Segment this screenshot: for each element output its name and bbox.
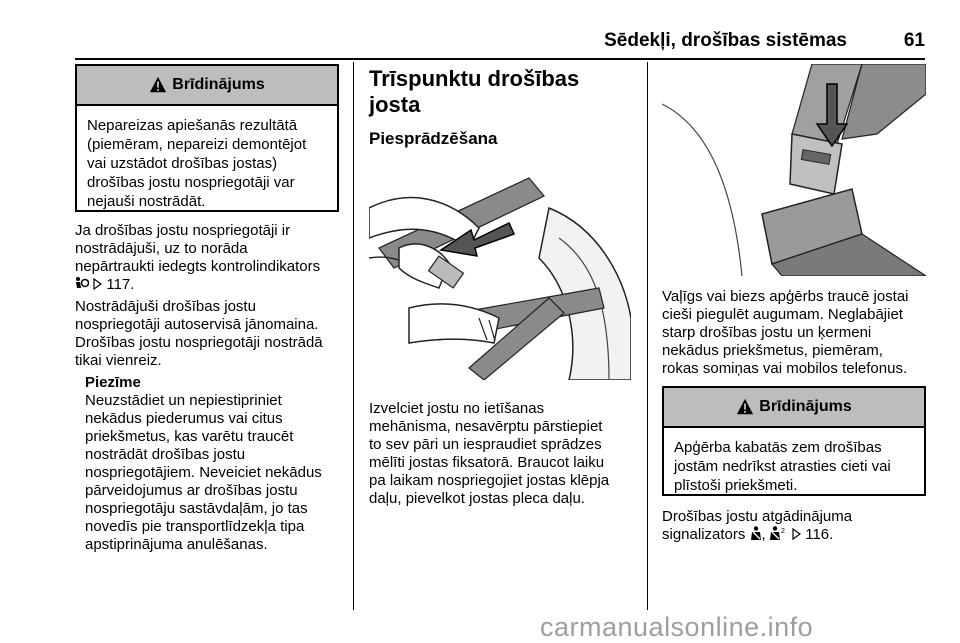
svg-text:2: 2	[780, 528, 785, 535]
text-line: signalizators , 2 116.	[662, 526, 834, 543]
figure-buckle-latch	[662, 64, 926, 276]
column-right	[662, 64, 926, 544]
text-line: pa laikam nospriegojiet jostas klēpja	[369, 472, 610, 489]
page-reference: 117.	[106, 276, 135, 293]
warning-line: Nepareizas apiešanās rezultātā	[87, 117, 298, 134]
warning-title: Brīdinājums	[172, 76, 265, 93]
warning-line: drošības jostu nospriegotāji var	[87, 174, 295, 191]
note-block	[75, 374, 339, 554]
column-divider-2	[647, 62, 648, 610]
column-left	[75, 64, 339, 554]
warning-line: plīstoši priekšmeti.	[674, 477, 798, 494]
text-line: nostrādājuši, uz to norāda	[75, 240, 248, 257]
warning-text	[77, 106, 337, 221]
paragraph-buckling	[369, 400, 633, 508]
seatbelt-reminder-icon	[750, 526, 762, 541]
note-line: nospriegotājiem. Neveiciet nekādus	[85, 464, 322, 481]
text-line: tikai vienreiz.	[75, 352, 162, 369]
text-line: Ja drošības jostu nospriegotāji ir	[75, 222, 291, 239]
warning-triangle-icon	[149, 76, 167, 94]
warning-header	[77, 66, 337, 106]
note-line: Neuzstādiet un nepiestipriniet	[85, 392, 282, 409]
text-line: cieši piegulēt augumam. Neglabājiet	[662, 306, 903, 323]
page-ref-arrow-icon	[792, 528, 801, 540]
text-line: mehānisma, nesavērptu pārstiepiet	[369, 418, 603, 435]
text-line: Drošības jostu nospriegotāji nostrādā	[75, 334, 323, 351]
text-line: starp drošības jostu un ķermeni	[662, 324, 872, 341]
warning-triangle-icon	[736, 398, 754, 416]
text-line: daļu, pievelkot jostas pleca daļu.	[369, 490, 585, 507]
text-line: nepārtraukti iedegts kontrolindikators	[75, 258, 321, 275]
warning-line: jostām nedrīkst atrasties cieti vai	[674, 458, 891, 475]
note-line: nostrādāt drošības jostu	[85, 446, 246, 463]
airbag-indicator-icon	[75, 277, 89, 290]
note-line: priekšmetus, kas varētu traucēt	[85, 428, 294, 445]
warning-line: Apģērba kabatās zem drošības	[674, 439, 882, 456]
text-line: Izvelciet jostu no ietīšanas	[369, 400, 545, 417]
warning-line: vai uzstādot drošības jostas)	[87, 155, 278, 172]
seatbelt-reminder-2-icon	[770, 526, 788, 541]
page-reference: 116.	[805, 526, 834, 543]
warning-box-2	[662, 386, 926, 496]
note-line: nekādus piederumus vai citus	[85, 410, 283, 427]
page-title: Sēdekļi, drošības sistēmas	[604, 30, 847, 51]
text-line	[75, 276, 339, 294]
note-line: apstiprinājuma anulēšanas.	[85, 536, 268, 553]
text-line: mēlīti jostas fiksatorā. Braucot laiku	[369, 454, 605, 471]
warning-title: Brīdinājums	[759, 398, 852, 415]
paragraph-pretensioner-indicator	[75, 222, 339, 294]
page-ref-arrow-icon	[93, 278, 102, 290]
watermark: carmanualsonline.info	[540, 612, 814, 642]
header-rule	[75, 58, 925, 60]
section-heading: Trīspunktu drošības josta	[369, 66, 580, 117]
paragraph-pretensioner-replace	[75, 298, 339, 370]
note-line: nospriegotāju sastāvdaļām, jo tas	[85, 500, 308, 517]
page-number: 61	[903, 30, 925, 51]
text-line: rokas somiņas vai mobilos telefonus.	[662, 360, 908, 377]
warning-box	[75, 64, 339, 212]
paragraph-reminder	[662, 508, 926, 544]
warning-line: nejauši nostrādāt.	[87, 193, 206, 210]
text-line: nekādus priekšmetus, piemēram,	[662, 342, 883, 359]
text-line: Nostrādājuši drošības jostu	[75, 298, 256, 315]
section-subheading: Piesprādzēšana	[369, 129, 498, 148]
text-line: nospriegotāji autoservisā jānomaina.	[75, 316, 319, 333]
text-line: Vaļīgs vai biezs apģērbs traucē jostai	[662, 288, 909, 305]
text-line: Drošības jostu atgādinājuma	[662, 508, 853, 525]
text-line: to sev pāri un iespraudiet sprādzes	[369, 436, 602, 453]
warning-line: (piemēram, nepareizi demontējot	[87, 136, 307, 153]
column-middle	[369, 64, 633, 508]
text-fragment: signalizators	[662, 526, 746, 543]
page-header	[75, 26, 925, 58]
figure-buckling-seatbelt	[369, 168, 631, 380]
note-line: pārveidojumus ar drošības jostu	[85, 482, 298, 499]
warning-header	[664, 388, 924, 428]
paragraph-clothing	[662, 288, 926, 378]
warning-text	[664, 428, 924, 505]
note-line: novedīs pie transportlīdzekļa tipa	[85, 518, 305, 535]
note-title: Piezīme	[85, 374, 141, 391]
column-divider-1	[353, 62, 354, 610]
